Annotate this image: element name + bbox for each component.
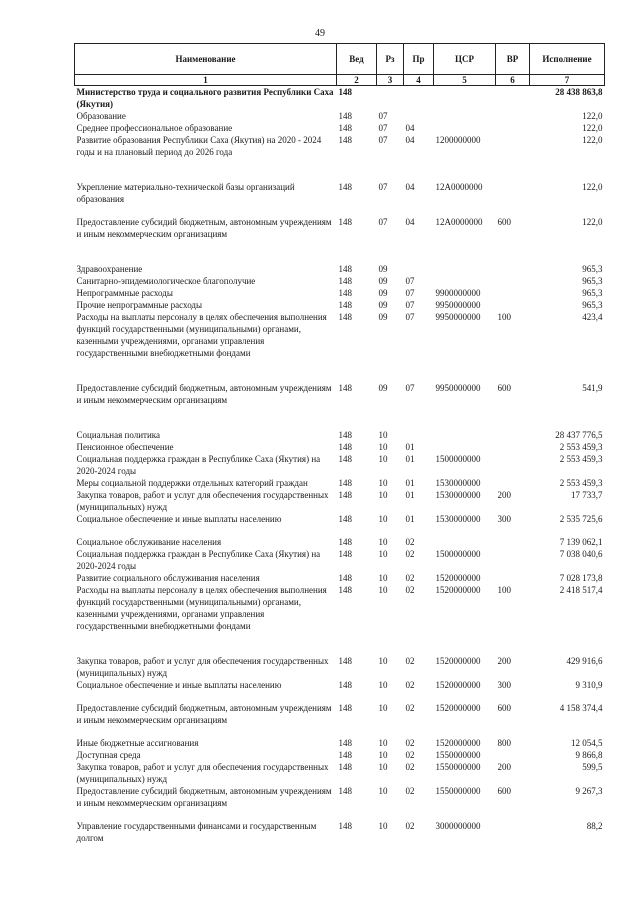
row-name-cell: Закупка товаров, работ и услуг для обеспечения государственных (муниципальных) нужд	[76, 762, 329, 784]
row-name-cell: Социальное обеспечение и иные выплаты населению	[76, 514, 282, 524]
row-pr-cell: 04	[405, 217, 415, 227]
row-csr-cell: 1550000000	[435, 786, 481, 796]
table-row	[75, 749, 605, 761]
row-ved-cell: 148	[338, 703, 352, 713]
row-spacer-cell	[75, 525, 605, 536]
row-rz-cell	[377, 86, 404, 111]
row-csr-cell	[434, 275, 496, 287]
row-csr-cell: 3000000000	[435, 821, 481, 831]
row-csr-cell	[434, 122, 496, 134]
row-csr-cell: 1550000000	[435, 750, 481, 760]
row-execution-cell: 429 916,6	[566, 656, 603, 666]
column-number: 3	[377, 75, 404, 86]
row-name-cell: Социальная поддержка граждан в Республике Саха (Якутия) на 2020-2024 годы	[76, 454, 321, 476]
row-vr-cell: 300	[497, 514, 511, 524]
row-pr-cell: 07	[405, 276, 415, 286]
column-number: 7	[530, 75, 605, 86]
table-row	[75, 477, 605, 489]
row-name-cell: Здравоохранение	[76, 264, 143, 274]
row-ved-cell: 148	[338, 750, 352, 760]
row-name-cell: Доступная среда	[76, 750, 141, 760]
table-row	[75, 287, 605, 299]
row-ved-cell: 148	[338, 514, 352, 524]
table-row	[75, 737, 605, 749]
row-ved-cell: 148	[338, 738, 352, 748]
row-execution-cell: 7 139 062,1	[559, 537, 603, 547]
row-pr-cell: 02	[405, 573, 415, 583]
row-vr-cell	[496, 429, 530, 441]
row-ved-cell: 148	[338, 585, 352, 595]
row-name-cell: Управление государственными финансами и государственным долгом	[76, 821, 317, 843]
column-number: 2	[337, 75, 377, 86]
row-spacer-cell	[75, 158, 605, 181]
row-rz-cell: 07	[378, 182, 388, 192]
table-row	[75, 513, 605, 525]
table-row	[75, 216, 605, 240]
row-ved-cell: 148	[338, 87, 352, 97]
row-vr-cell	[496, 134, 530, 158]
row-vr-cell: 600	[497, 383, 511, 393]
row-ved-cell: 148	[338, 573, 352, 583]
row-execution-cell: 9 310,9	[575, 680, 603, 690]
table-row	[75, 441, 605, 453]
row-rz-cell: 10	[378, 573, 388, 583]
row-csr-cell: 9950000000	[435, 383, 481, 393]
row-name-cell: Социальное обслуживание населения	[76, 537, 222, 547]
row-vr-cell	[496, 441, 530, 453]
row-vr-cell: 200	[497, 762, 511, 772]
row-pr-cell: 01	[405, 478, 415, 488]
table-row	[75, 86, 605, 111]
row-ved-cell: 148	[338, 276, 352, 286]
row-csr-cell: 1500000000	[435, 454, 481, 464]
row-vr-cell	[496, 275, 530, 287]
row-pr-cell: 02	[405, 762, 415, 772]
row-vr-cell	[496, 820, 530, 844]
row-name-cell: Закупка товаров, работ и услуг для обеспечения государственных (муниципальных) нужд	[76, 490, 329, 512]
row-spacer-cell	[75, 632, 605, 655]
row-csr-cell: 1550000000	[435, 762, 481, 772]
row-pr-cell: 01	[405, 442, 415, 452]
row-csr-cell: 1530000000	[435, 514, 481, 524]
row-csr-cell: 1520000000	[435, 703, 481, 713]
column-number: 5	[434, 75, 496, 86]
row-spacer-cell	[75, 359, 605, 382]
row-vr-cell: 200	[497, 656, 511, 666]
row-pr-cell: 01	[405, 454, 415, 464]
row-vr-cell: 600	[497, 703, 511, 713]
row-ved-cell: 148	[338, 821, 352, 831]
table-row	[75, 572, 605, 584]
row-name-cell: Расходы на выплаты персоналу в целях обеспечения выполнения функций государственными (муниципальными) органами, казенными учреждениями, органами управления государственными внебюджетными фондами	[76, 312, 327, 358]
row-pr-cell: 02	[405, 656, 415, 666]
row-execution-cell: 4 158 374,4	[559, 703, 603, 713]
row-vr-cell: 200	[497, 490, 511, 500]
row-execution-cell: 965,3	[582, 288, 603, 298]
column-number-row	[75, 75, 605, 86]
row-ved-cell: 148	[338, 537, 352, 547]
row-name-cell: Социальное обеспечение и иные выплаты населению	[76, 680, 282, 690]
row-name-cell: Меры социальной поддержки отдельных категорий граждан	[76, 478, 308, 488]
row-csr-cell: 1530000000	[435, 478, 481, 488]
row-execution-cell: 122,0	[582, 123, 603, 133]
table-row	[75, 453, 605, 477]
row-execution-cell: 965,3	[582, 276, 603, 286]
row-name-cell: Пенсионное обеспечение	[76, 442, 174, 452]
row-spacer	[75, 525, 605, 536]
column-header-pr: Пр	[404, 44, 434, 75]
row-rz-cell: 09	[378, 276, 388, 286]
row-vr-cell: 600	[497, 786, 511, 796]
row-execution-cell: 122,0	[582, 111, 603, 121]
row-rz-cell: 10	[378, 454, 388, 464]
row-spacer	[75, 809, 605, 820]
column-header-ved: Вед	[337, 44, 377, 75]
row-name-cell: Социальная политика	[76, 430, 160, 440]
row-csr-cell	[434, 110, 496, 122]
row-pr-cell: 07	[405, 312, 415, 322]
row-execution-cell: 2 535 725,6	[559, 514, 603, 524]
table-row	[75, 761, 605, 785]
table-row	[75, 584, 605, 632]
row-name-cell: Среднее профессиональное образование	[76, 123, 233, 133]
row-rz-cell: 10	[378, 703, 388, 713]
row-ved-cell: 148	[338, 680, 352, 690]
row-pr-cell: 02	[405, 680, 415, 690]
row-csr-cell: 12А0000000	[435, 217, 483, 227]
row-vr-cell: 100	[497, 585, 511, 595]
table-row	[75, 382, 605, 406]
row-execution-cell: 7 038 040,6	[559, 549, 603, 559]
row-rz-cell: 09	[378, 288, 388, 298]
row-name-cell: Прочие непрограммные расходы	[76, 300, 203, 310]
row-csr-cell	[434, 86, 496, 111]
header-row	[75, 44, 605, 75]
table-row	[75, 548, 605, 572]
row-name-cell: Непрограммные расходы	[76, 288, 173, 298]
row-execution-cell: 28 437 776,5	[555, 430, 603, 440]
row-csr-cell	[434, 536, 496, 548]
row-vr-cell: 300	[497, 680, 511, 690]
column-header-name: Наименование	[75, 44, 337, 75]
table-row	[75, 820, 605, 844]
row-spacer-cell	[75, 809, 605, 820]
row-vr-cell	[496, 263, 530, 275]
row-rz-cell: 10	[378, 490, 388, 500]
table-row	[75, 110, 605, 122]
column-header-csr: ЦСР	[434, 44, 496, 75]
row-spacer-cell	[75, 406, 605, 429]
row-name-cell: Предоставление субсидий бюджетным, автономным учреждениям и иным некоммерческим организациям	[76, 703, 332, 725]
row-vr-cell: 100	[497, 312, 511, 322]
row-csr-cell: 1520000000	[435, 585, 481, 595]
row-csr-cell	[434, 441, 496, 453]
row-vr-cell	[496, 122, 530, 134]
row-pr-cell: 07	[405, 300, 415, 310]
row-execution-cell: 599,5	[582, 762, 603, 772]
row-pr-cell: 02	[405, 703, 415, 713]
row-execution-cell: 122,0	[582, 217, 603, 227]
row-pr-cell: 02	[405, 821, 415, 831]
row-rz-cell: 10	[378, 478, 388, 488]
row-csr-cell: 9950000000	[435, 312, 481, 322]
row-rz-cell: 07	[378, 123, 388, 133]
row-ved-cell: 148	[338, 264, 352, 274]
table-row	[75, 679, 605, 691]
row-ved-cell: 148	[338, 786, 352, 796]
table-row	[75, 311, 605, 359]
row-csr-cell	[434, 263, 496, 275]
page-number: 49	[315, 28, 325, 39]
row-rz-cell: 10	[378, 656, 388, 666]
row-ved-cell: 148	[338, 111, 352, 121]
column-header-execution: Исполнение	[530, 44, 605, 75]
row-pr-cell: 02	[405, 786, 415, 796]
row-execution-cell: 965,3	[582, 300, 603, 310]
row-execution-cell: 122,0	[582, 182, 603, 192]
row-ved-cell: 148	[338, 442, 352, 452]
row-spacer	[75, 240, 605, 263]
row-execution-cell: 2 553 459,3	[559, 454, 603, 464]
row-execution-cell: 541,9	[582, 383, 603, 393]
row-rz-cell: 10	[378, 786, 388, 796]
row-spacer	[75, 406, 605, 429]
row-csr-cell: 1200000000	[435, 135, 481, 145]
row-name-cell: Расходы на выплаты персоналу в целях обеспечения выполнения функций государственными (муниципальными) органами, казенными учреждениями, органами управления государственными внебюджетными фондами	[76, 585, 327, 631]
row-ved-cell: 148	[338, 454, 352, 464]
column-number: 4	[404, 75, 434, 86]
row-rz-cell: 10	[378, 537, 388, 547]
row-ved-cell: 148	[338, 478, 352, 488]
row-vr-cell	[496, 477, 530, 489]
row-vr-cell	[496, 749, 530, 761]
row-pr-cell	[404, 429, 434, 441]
row-name-cell: Образование	[76, 111, 126, 121]
row-vr-cell	[496, 110, 530, 122]
row-vr-cell	[496, 181, 530, 205]
row-spacer	[75, 205, 605, 216]
row-rz-cell: 09	[378, 312, 388, 322]
table-body	[75, 86, 605, 845]
row-execution-cell: 9 866,8	[575, 750, 603, 760]
row-rz-cell: 10	[378, 430, 388, 440]
row-rz-cell: 07	[378, 217, 388, 227]
row-vr-cell	[496, 548, 530, 572]
row-ved-cell: 148	[338, 217, 352, 227]
row-rz-cell: 10	[378, 442, 388, 452]
row-execution-cell: 2 418 517,4	[559, 585, 603, 595]
row-spacer-cell	[75, 726, 605, 737]
row-rz-cell: 10	[378, 680, 388, 690]
row-ved-cell: 148	[338, 549, 352, 559]
row-vr-cell	[496, 536, 530, 548]
row-pr-cell: 02	[405, 750, 415, 760]
row-rz-cell: 09	[378, 300, 388, 310]
row-name-cell: Развитие социального обслуживания населения	[76, 573, 260, 583]
row-pr-cell: 02	[405, 585, 415, 595]
row-spacer-cell	[75, 240, 605, 263]
row-pr-cell	[404, 110, 434, 122]
row-vr-cell	[496, 453, 530, 477]
row-csr-cell: 1500000000	[435, 549, 481, 559]
row-csr-cell: 1530000000	[435, 490, 481, 500]
table-row	[75, 263, 605, 275]
row-csr-cell: 9950000000	[435, 300, 481, 310]
row-ved-cell: 148	[338, 288, 352, 298]
row-rz-cell: 10	[378, 549, 388, 559]
row-vr-cell	[496, 299, 530, 311]
row-vr-cell	[496, 86, 530, 111]
row-spacer	[75, 726, 605, 737]
row-pr-cell: 02	[405, 537, 415, 547]
row-rz-cell: 10	[378, 738, 388, 748]
column-number: 6	[496, 75, 530, 86]
row-csr-cell: 1520000000	[435, 680, 481, 690]
row-rz-cell: 07	[378, 135, 388, 145]
table-row	[75, 702, 605, 726]
table-row	[75, 299, 605, 311]
row-name-cell: Санитарно-эпидемиологическое благополучие	[76, 276, 256, 286]
row-execution-cell: 88,2	[586, 821, 603, 831]
row-rz-cell: 10	[378, 762, 388, 772]
row-name-cell: Развитие образования Республики Саха (Якутия) на 2020 - 2024 годы и на плановый период до 2026 года	[76, 135, 322, 157]
row-ved-cell: 148	[338, 300, 352, 310]
row-ved-cell: 148	[338, 656, 352, 666]
row-rz-cell: 09	[378, 264, 388, 274]
row-pr-cell: 07	[405, 383, 415, 393]
row-pr-cell: 07	[405, 288, 415, 298]
row-spacer-cell	[75, 691, 605, 702]
row-csr-cell	[434, 429, 496, 441]
row-execution-cell: 9 267,3	[575, 786, 603, 796]
row-pr-cell: 02	[405, 549, 415, 559]
row-spacer	[75, 158, 605, 181]
row-name-cell: Предоставление субсидий бюджетным, автономным учреждениям и иным некоммерческим организациям	[76, 786, 332, 808]
row-csr-cell: 1520000000	[435, 656, 481, 666]
row-ved-cell: 148	[338, 762, 352, 772]
table-row	[75, 785, 605, 809]
row-vr-cell	[496, 572, 530, 584]
row-execution-cell: 423,4	[582, 312, 603, 322]
row-csr-cell: 12А0000000	[435, 182, 483, 192]
row-execution-cell: 12 054,5	[571, 738, 603, 748]
table-row	[75, 275, 605, 287]
table-row	[75, 489, 605, 513]
row-spacer-cell	[75, 205, 605, 216]
row-vr-cell	[496, 287, 530, 299]
row-execution-cell: 7 028 173,8	[559, 573, 603, 583]
row-rz-cell: 09	[378, 383, 388, 393]
row-csr-cell: 1520000000	[435, 573, 481, 583]
row-csr-cell: 1520000000	[435, 738, 481, 748]
row-execution-cell: 965,3	[582, 264, 603, 274]
table-row	[75, 655, 605, 679]
row-pr-cell: 04	[405, 135, 415, 145]
column-header-rz: Рз	[377, 44, 404, 75]
row-name-cell: Предоставление субсидий бюджетным, автономным учреждениям и иным некоммерческим организациям	[76, 217, 332, 239]
table-row	[75, 122, 605, 134]
row-pr-cell: 01	[405, 490, 415, 500]
row-pr-cell: 01	[405, 514, 415, 524]
row-spacer	[75, 359, 605, 382]
table-row	[75, 429, 605, 441]
column-header-vr: ВР	[496, 44, 530, 75]
row-ved-cell: 148	[338, 312, 352, 322]
table-row	[75, 536, 605, 548]
row-rz-cell: 10	[378, 750, 388, 760]
row-rz-cell: 10	[378, 514, 388, 524]
row-pr-cell: 02	[405, 738, 415, 748]
row-ved-cell: 148	[338, 123, 352, 133]
row-csr-cell: 9900000000	[435, 288, 481, 298]
row-execution-cell: 2 553 459,3	[559, 442, 603, 452]
row-rz-cell: 10	[378, 821, 388, 831]
row-name-cell: Предоставление субсидий бюджетным, автономным учреждениям и иным некоммерческим организациям	[76, 383, 332, 405]
row-name-cell: Закупка товаров, работ и услуг для обеспечения государственных (муниципальных) нужд	[76, 656, 329, 678]
row-name-cell: Укрепление материально-технической базы организаций образования	[76, 182, 295, 204]
row-pr-cell	[404, 86, 434, 111]
row-ved-cell: 148	[338, 135, 352, 145]
row-ved-cell: 148	[338, 430, 352, 440]
row-ved-cell: 148	[338, 383, 352, 393]
row-name-cell: Министерство труда и социального развития Республики Саха (Якутия)	[76, 87, 334, 109]
row-pr-cell: 04	[405, 182, 415, 192]
column-number: 1	[75, 75, 337, 86]
row-name-cell: Социальная поддержка граждан в Республике Саха (Якутия) на 2020-2024 годы	[76, 549, 321, 571]
row-rz-cell: 07	[378, 111, 388, 121]
row-execution-cell: 122,0	[582, 135, 603, 145]
row-spacer	[75, 632, 605, 655]
row-name-cell: Иные бюджетные ассигнования	[76, 738, 199, 748]
row-rz-cell: 10	[378, 585, 388, 595]
row-pr-cell: 04	[405, 123, 415, 133]
row-pr-cell	[404, 263, 434, 275]
budget-table	[74, 43, 605, 844]
row-spacer	[75, 691, 605, 702]
table-row	[75, 181, 605, 205]
row-vr-cell: 800	[497, 738, 511, 748]
row-vr-cell: 600	[497, 217, 511, 227]
table-row	[75, 134, 605, 158]
row-execution-cell: 2 553 459,3	[559, 478, 603, 488]
row-ved-cell: 148	[338, 490, 352, 500]
row-execution-cell: 17 733,7	[571, 490, 603, 500]
row-execution-cell: 28 438 863,8	[555, 87, 603, 97]
row-ved-cell: 148	[338, 182, 352, 192]
